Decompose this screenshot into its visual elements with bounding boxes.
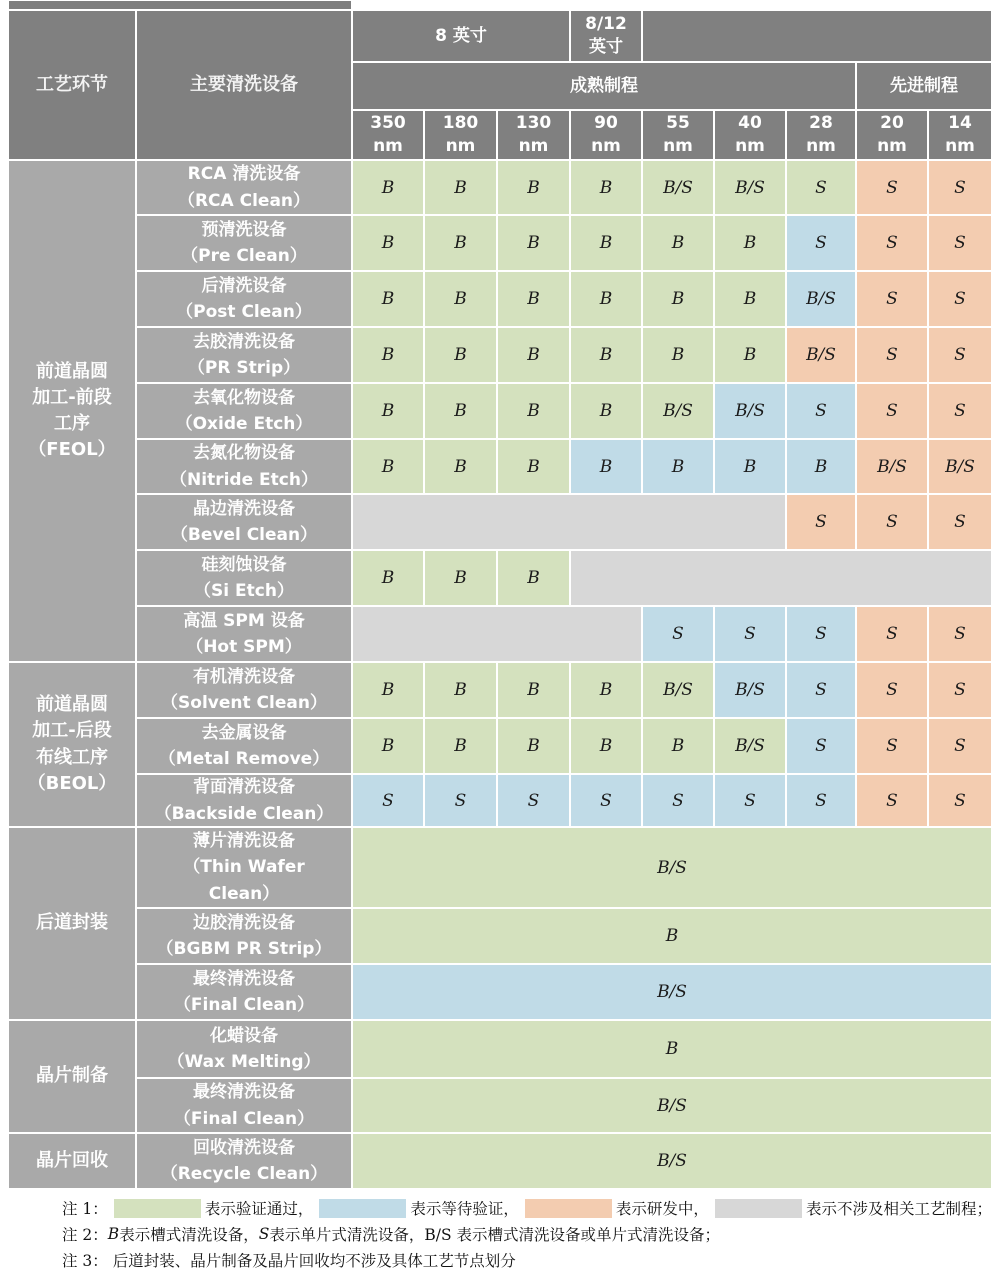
status-cell: S — [928, 606, 992, 662]
status-cell: B — [352, 439, 424, 494]
node-header-line: nm — [663, 136, 693, 156]
status-cell: B — [786, 439, 856, 494]
status-cell: S — [786, 662, 856, 718]
wafer-8-12inch-header — [570, 10, 642, 62]
status-cell: S — [928, 215, 992, 271]
equipment-name-line: 后清洗设备 — [201, 275, 287, 296]
equipment-name — [136, 1078, 352, 1133]
status-cell: B — [424, 271, 497, 327]
status-cell: S — [786, 606, 856, 662]
equipment-name-line: 有机清洗设备 — [192, 666, 295, 687]
equipment-name-line: 高温 SPM 设备 — [183, 610, 305, 631]
header-corner-strip — [8, 0, 352, 10]
equipment-name-line: 边胶清洗设备 — [193, 912, 295, 933]
status-cell: B/S — [786, 327, 856, 383]
stage-column-header: 工艺环节 — [8, 10, 136, 160]
status-cell: S — [928, 160, 992, 215]
equipment-name-line: 硅刻蚀设备 — [201, 554, 287, 575]
equipment-name-line: （Final Clean） — [173, 1108, 315, 1129]
node-header-line: 90 — [594, 113, 618, 134]
wafer-8-12inch-header-line: 8/12 — [585, 14, 627, 35]
equipment-name — [136, 718, 352, 774]
equipment-name — [136, 827, 352, 908]
equipment-name-line: （RCA Clean） — [177, 190, 311, 211]
status-cell: S — [928, 383, 992, 439]
status-cell: B — [497, 718, 570, 774]
equipment-name — [136, 439, 352, 494]
stage-label-line: 工序 — [54, 413, 90, 434]
status-cell: B/S — [352, 827, 992, 908]
note-2-s-symbol: S — [258, 1225, 270, 1243]
equipment-name — [136, 1133, 352, 1189]
status-cell: B/S — [714, 718, 786, 774]
stage-label — [8, 1133, 136, 1189]
legend-verified: 表示验证通过， — [204, 1200, 314, 1218]
note-2-s-text: 表示单片式清洗设备，B/S 表示槽式清洗设备或单片式清洗设备； — [269, 1226, 720, 1244]
equipment-name — [136, 327, 352, 383]
note-1-prefix: 注 1： — [62, 1200, 108, 1218]
equipment-name — [136, 550, 352, 606]
equipment-name — [136, 606, 352, 662]
status-cell: S — [714, 606, 786, 662]
status-cell: B — [352, 160, 424, 215]
stage-label-line: （BEOL） — [27, 772, 117, 794]
node-header — [856, 110, 928, 160]
status-cell: B/S — [714, 383, 786, 439]
status-cell: S — [856, 494, 928, 550]
status-cell: S — [570, 774, 642, 827]
status-cell: B — [424, 383, 497, 439]
status-cell: B — [497, 550, 570, 606]
status-cell: B — [570, 383, 642, 439]
note-3-text: 注 3： 后道封装、晶片制备及晶片回收均不涉及具体工艺节点划分 — [62, 1252, 516, 1270]
equipment-name — [136, 160, 352, 215]
status-cell: S — [352, 774, 424, 827]
status-cell: B — [714, 327, 786, 383]
equipment-name — [136, 1020, 352, 1078]
status-cell: S — [856, 774, 928, 827]
status-cell: B — [570, 662, 642, 718]
node-header-line: nm — [806, 136, 836, 156]
stage-label — [8, 1020, 136, 1133]
status-cell: S — [424, 774, 497, 827]
status-cell: S — [497, 774, 570, 827]
status-cell — [570, 550, 992, 606]
node-header-line: 40 — [738, 113, 762, 134]
status-cell: B — [570, 439, 642, 494]
legend-pending: 表示等待验证， — [410, 1200, 519, 1218]
node-header-line: nm — [445, 136, 476, 156]
equipment-name-line: （Nitride Etch） — [170, 469, 318, 490]
equipment-name-line: 背面清洗设备 — [192, 777, 295, 798]
equipment-name-line: 去金属设备 — [201, 722, 287, 743]
equipment-name-line: （Metal Remove） — [158, 749, 330, 769]
node-header-line: 55 — [666, 113, 690, 134]
status-cell: S — [786, 215, 856, 271]
equipment-name — [136, 383, 352, 439]
status-cell: B/S — [714, 662, 786, 718]
equipment-name-line: 去氮化物设备 — [193, 443, 295, 464]
status-cell: B — [497, 383, 570, 439]
equipment-name-line: （Post Clean） — [176, 302, 312, 322]
status-cell: B/S — [928, 439, 992, 494]
status-cell: B — [352, 383, 424, 439]
equipment-name — [136, 662, 352, 718]
equipment-name — [136, 964, 352, 1020]
status-cell: B — [424, 160, 497, 215]
status-cell: B — [352, 1020, 992, 1078]
status-cell: B — [497, 271, 570, 327]
status-cell: S — [786, 774, 856, 827]
equipment-name-line: 去胶清洗设备 — [193, 331, 295, 352]
status-cell: B — [424, 327, 497, 383]
node-header-line: 20 — [880, 113, 904, 134]
node-header — [352, 110, 424, 160]
equipment-name-line: （PR Strip） — [187, 358, 301, 378]
node-header-line: nm — [735, 136, 765, 156]
equipment-name-line: （Oxide Etch） — [175, 414, 313, 434]
equipment-name — [136, 271, 352, 327]
equipment-name-line: （Thin Wafer — [183, 857, 305, 878]
equipment-name-line: （Solvent Clean） — [161, 693, 327, 713]
stage-label-line: 加工-后段 — [32, 720, 112, 742]
equipment-name-line: （Recycle Clean） — [160, 1164, 328, 1184]
legend-not-applicable: 表示不涉及相关工艺制程； — [805, 1200, 992, 1218]
equipment-name — [136, 494, 352, 550]
status-cell: B — [424, 550, 497, 606]
equipment-column-header: 主要清洗设备 — [136, 10, 352, 160]
legend-developing: 表示研发中， — [615, 1200, 709, 1218]
status-cell: S — [856, 271, 928, 327]
status-cell: B — [352, 718, 424, 774]
status-cell: B — [497, 327, 570, 383]
status-cell: S — [856, 662, 928, 718]
node-header — [642, 110, 714, 160]
status-cell: B — [424, 439, 497, 494]
status-cell: S — [856, 606, 928, 662]
status-cell — [352, 606, 642, 662]
legend-gray-swatch — [715, 1199, 802, 1218]
status-cell: B/S — [352, 964, 992, 1020]
node-header-line: 130 — [515, 113, 552, 134]
status-cell: B — [424, 215, 497, 271]
status-cell: S — [642, 774, 714, 827]
equipment-name — [136, 908, 352, 964]
status-cell: B/S — [642, 383, 714, 439]
note-2 — [62, 1221, 992, 1247]
stage-label-line: 布线工序 — [35, 746, 108, 768]
node-header-line: 28 — [809, 113, 833, 134]
status-cell: B — [642, 271, 714, 327]
equipment-name-line: 最终清洗设备 — [192, 1082, 295, 1103]
node-header — [497, 110, 570, 160]
node-header — [928, 110, 992, 160]
status-cell: B/S — [714, 160, 786, 215]
status-cell: B — [642, 327, 714, 383]
equipment-name-line: （Final Clean） — [173, 995, 315, 1015]
equipment-name-line: 预清洗设备 — [201, 219, 287, 240]
status-cell: S — [856, 160, 928, 215]
equipment-name-line: 去氧化物设备 — [193, 387, 295, 408]
node-header — [424, 110, 497, 160]
status-cell: S — [856, 718, 928, 774]
status-cell: B — [497, 160, 570, 215]
legend-orange-swatch — [525, 1199, 612, 1218]
equipment-name-line: 晶边清洗设备 — [192, 498, 295, 519]
wafer-8inch-header: 8 英寸 — [352, 10, 570, 62]
stage-label-line: 晶片制备 — [36, 1065, 108, 1087]
equipment-name-line: Clean） — [208, 883, 280, 904]
node-header — [714, 110, 786, 160]
stage-label-line: 晶片回收 — [36, 1149, 108, 1171]
stage-label-line: 前道晶圆 — [35, 694, 108, 716]
status-cell: B — [497, 439, 570, 494]
equipment-name-line: （Si Etch） — [194, 581, 294, 601]
legend-blue-swatch — [319, 1199, 406, 1218]
status-cell: S — [856, 327, 928, 383]
status-cell: B — [424, 662, 497, 718]
equipment-name-line: 回收清洗设备 — [192, 1137, 295, 1158]
status-cell: S — [786, 494, 856, 550]
status-cell: S — [928, 494, 992, 550]
node-header — [786, 110, 856, 160]
stage-label — [8, 827, 136, 1020]
legend-green-swatch — [114, 1199, 201, 1218]
equipment-name-line: RCA 清洗设备 — [187, 164, 301, 185]
node-header-line: nm — [877, 136, 907, 156]
node-header-line: nm — [518, 136, 549, 156]
stage-label-line: 前道晶圆 — [36, 360, 108, 382]
status-cell: B — [352, 908, 992, 964]
status-cell: B — [570, 271, 642, 327]
status-cell: S — [642, 606, 714, 662]
equipment-name-line: 化蜡设备 — [210, 1025, 278, 1046]
note-2-prefix: 注 2： — [62, 1226, 108, 1244]
note-1 — [62, 1195, 992, 1221]
status-cell: B — [570, 327, 642, 383]
stage-label-line: 加工-前段 — [32, 386, 112, 408]
note-2-b-text: 表示槽式清洗设备， — [119, 1226, 259, 1244]
equipment-name-line: （BGBM PR Strip） — [156, 939, 332, 959]
status-cell: B — [352, 271, 424, 327]
status-cell: B — [642, 718, 714, 774]
table-notes — [62, 1195, 992, 1273]
equipment-name-line: （Pre Clean） — [181, 246, 307, 266]
status-cell: B — [497, 215, 570, 271]
status-cell: B — [570, 215, 642, 271]
status-cell: S — [928, 774, 992, 827]
equipment-name-line: （Hot SPM） — [186, 637, 302, 657]
equipment-name-line: 薄片清洗设备 — [192, 830, 295, 851]
status-cell: S — [786, 160, 856, 215]
status-cell: B — [714, 215, 786, 271]
node-header-line: nm — [373, 136, 403, 156]
status-cell: B — [352, 327, 424, 383]
note-3 — [62, 1247, 992, 1273]
status-cell: S — [928, 718, 992, 774]
wafer-8-12inch-header-line: 英寸 — [588, 37, 623, 57]
status-cell: B — [714, 439, 786, 494]
stage-label-line: 后道封装 — [36, 912, 108, 934]
status-cell: B/S — [352, 1078, 992, 1133]
status-cell: S — [786, 383, 856, 439]
equipment-name — [136, 215, 352, 271]
node-header-line: 350 — [370, 113, 406, 134]
equipment-name-line: （Backside Clean） — [154, 803, 334, 824]
status-cell: S — [856, 383, 928, 439]
status-cell: B — [352, 215, 424, 271]
status-cell: B — [352, 550, 424, 606]
status-cell: B/S — [352, 1133, 992, 1189]
status-cell: S — [928, 327, 992, 383]
node-header-line: 180 — [442, 113, 479, 134]
node-header-line: nm — [591, 136, 621, 156]
status-cell: B/S — [786, 271, 856, 327]
status-cell: S — [786, 718, 856, 774]
node-header-line: 14 — [948, 113, 972, 134]
status-cell: S — [714, 774, 786, 827]
status-cell: B — [642, 215, 714, 271]
status-cell: B — [424, 718, 497, 774]
status-cell: B/S — [642, 662, 714, 718]
stage-label — [8, 160, 136, 662]
header-blank — [642, 10, 992, 62]
advanced-process-header: 先进制程 — [856, 62, 992, 110]
status-cell — [352, 494, 786, 550]
node-header-line: nm — [945, 136, 975, 156]
status-cell: S — [928, 271, 992, 327]
status-cell: S — [856, 215, 928, 271]
status-cell: B — [570, 160, 642, 215]
equipment-name-line: （Wax Melting） — [167, 1052, 321, 1072]
status-cell: B — [497, 662, 570, 718]
status-cell: B/S — [642, 160, 714, 215]
stage-label — [8, 662, 136, 827]
equipment-name-line: 最终清洗设备 — [192, 968, 295, 989]
status-cell: B — [570, 718, 642, 774]
status-cell: B/S — [856, 439, 928, 494]
note-2-b-symbol: B — [107, 1225, 120, 1243]
node-header — [570, 110, 642, 160]
equipment-name — [136, 774, 352, 827]
status-cell: B — [714, 271, 786, 327]
status-cell: B — [642, 439, 714, 494]
stage-label-line: （FEOL） — [28, 439, 116, 461]
equipment-name-line: （Bevel Clean） — [170, 525, 318, 545]
status-cell: S — [928, 662, 992, 718]
mature-process-header: 成熟制程 — [352, 62, 856, 110]
status-cell: B — [352, 662, 424, 718]
